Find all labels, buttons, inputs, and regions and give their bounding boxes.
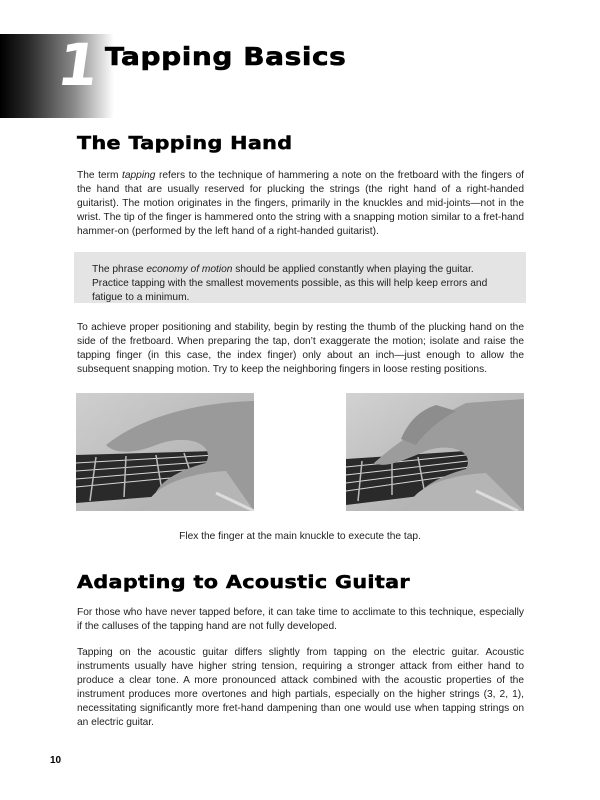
page-number: 10: [50, 755, 62, 766]
callout-box: [74, 252, 526, 303]
photo-hand-raised: [76, 393, 254, 511]
callout-text: [92, 263, 512, 305]
chapter-title: Tapping Basics: [105, 42, 347, 71]
paragraph-acclimate: For those who have never tapped before, it can take time to acclimate to this technique, especially if the calluses of the tapping hand are not fully developed.: [77, 607, 524, 633]
text-run: should be applied constantly when playing the guitar. Practice tapping with the smallest movements possible, as this will help keep errors and fatigue to a minimum.: [92, 264, 488, 304]
photo-image: [346, 393, 524, 511]
paragraph-acoustic-differences: Tapping on the acoustic guitar differs slightly from tapping on the electric guitar. Acoustic instruments usually have higher string tension, requiring a stronger attack from either hand to produce a clear tone. A more pronounced attack combined with the acoustic properties of the instrument produces more overtones and high partials, especially on the higher strings (3, 2, 1), necessitating significantly more fret-hand dampening than one would use when tapping strings on an electric guitar.: [77, 647, 524, 729]
emphasis-term: economy of motion: [146, 264, 233, 275]
paragraph-tapping-definition: [77, 169, 524, 239]
paragraph-positioning: To achieve proper positioning and stability, begin by resting the thumb of the plucking hand on the side of the fretboard. When preparing the tap, don’t exaggerate the motion; isolate and raise the tapping finger (in this case, the index finger) only about an inch—just enough to allow the subsequent snapping motion. Try to keep the neighboring fingers in loose resting positions.: [77, 322, 524, 376]
section-heading-tapping-hand: The Tapping Hand: [77, 133, 293, 154]
emphasis-term: tapping: [122, 170, 156, 181]
chapter-number: 1: [53, 31, 104, 99]
photo-image: [76, 393, 254, 511]
photo-finger-tapping: [346, 393, 524, 511]
text-run: The term: [77, 170, 123, 181]
section-heading-acoustic-guitar: Adapting to Acoustic Guitar: [77, 572, 410, 593]
text-run: The phrase: [92, 264, 147, 275]
text-run: refers to the technique of hammering a note on the fretboard with the fingers of the hand that are usually reserved for plucking the strings (the right hand of a right-handed guitarist). The motion originates in the fingers, primarily in the knuckles and mid-joints—not in the wrist. The tip of the finger is hammered onto the string with a snapping motion similar to a fret-hand hammer-on (performed by the left hand of a right-handed guitarist).: [77, 170, 525, 238]
figure-caption: Flex the finger at the main knuckle to execute the tap.: [179, 531, 421, 542]
